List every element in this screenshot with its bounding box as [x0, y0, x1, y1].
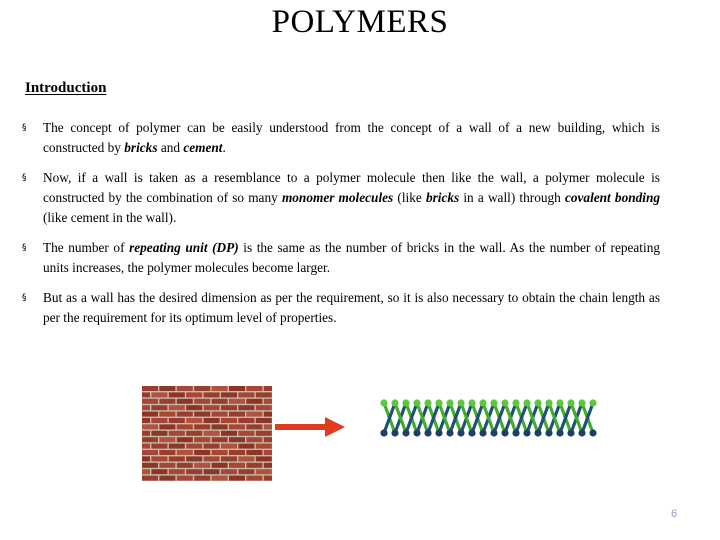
brick — [229, 437, 245, 442]
brick — [177, 399, 193, 404]
brick — [142, 450, 158, 455]
bullet-marker: § — [22, 123, 27, 133]
brick — [151, 405, 167, 410]
brick — [177, 412, 193, 417]
brick — [142, 456, 150, 461]
brick — [256, 431, 272, 436]
brick — [194, 424, 210, 429]
body-text: (like — [393, 190, 426, 205]
bullet-item — [22, 238, 660, 278]
chain-atom — [545, 429, 552, 436]
brick — [186, 431, 202, 436]
arrow-shaft — [275, 424, 327, 430]
brick — [246, 476, 262, 481]
brick — [177, 386, 193, 391]
brick — [151, 444, 167, 449]
brick — [212, 450, 228, 455]
brick — [177, 463, 193, 468]
brick — [151, 456, 167, 461]
brick — [169, 392, 185, 397]
chain-atom — [545, 399, 552, 406]
chain-atom — [380, 429, 387, 436]
brick — [177, 437, 193, 442]
brick — [159, 450, 175, 455]
brick — [229, 424, 245, 429]
chain-atom — [512, 429, 519, 436]
brick — [186, 405, 202, 410]
brick — [169, 431, 185, 436]
brick — [212, 463, 228, 468]
brick — [159, 476, 175, 481]
brick — [221, 469, 237, 474]
brick — [256, 405, 272, 410]
chain-atom — [556, 429, 563, 436]
brick — [142, 424, 158, 429]
chain-atom — [435, 399, 442, 406]
chain-atom — [413, 429, 420, 436]
brick — [169, 444, 185, 449]
brick — [159, 386, 175, 391]
chain-atom — [391, 429, 398, 436]
body-text: But as a wall has the desired dimension as per the requirement, so it is also necessary to obtain the chain length as per the requirement for its optimum level of properties. — [43, 290, 660, 325]
chain-atom — [402, 429, 409, 436]
brick — [246, 386, 262, 391]
page-number: 6 — [670, 508, 678, 520]
brick — [142, 463, 158, 468]
chain-atom — [380, 399, 387, 406]
bullet-marker: § — [22, 293, 27, 303]
chain-atom — [468, 399, 475, 406]
emphasis-text: covalent bonding — [564, 190, 661, 205]
chain-atom — [446, 429, 453, 436]
chain-atom — [402, 399, 409, 406]
brick — [142, 437, 158, 442]
brick — [177, 424, 193, 429]
brick — [264, 463, 272, 468]
brick — [194, 399, 210, 404]
chain-atom — [479, 399, 486, 406]
brick — [159, 424, 175, 429]
chain-atom — [501, 429, 508, 436]
brick — [221, 444, 237, 449]
brick — [256, 392, 272, 397]
brick — [229, 386, 245, 391]
brick — [238, 405, 254, 410]
brick — [221, 418, 237, 423]
chain-atom — [567, 429, 574, 436]
brick — [142, 469, 150, 474]
brick — [186, 392, 202, 397]
chain-atom — [567, 399, 574, 406]
bullet-list — [22, 118, 660, 338]
emphasis-text: bricks — [425, 190, 460, 205]
brick — [204, 469, 220, 474]
brick — [256, 469, 272, 474]
brick — [159, 412, 175, 417]
brick — [238, 418, 254, 423]
brick — [159, 399, 175, 404]
brick — [194, 476, 210, 481]
brick — [238, 431, 254, 436]
chain-atom — [424, 399, 431, 406]
brick — [238, 456, 254, 461]
polymer-chain-image — [380, 395, 598, 441]
brick — [238, 392, 254, 397]
brick — [151, 418, 167, 423]
brick — [229, 450, 245, 455]
brick — [246, 412, 262, 417]
brick — [142, 405, 150, 410]
brick — [159, 437, 175, 442]
brick — [204, 456, 220, 461]
slide-title: POLYMERS — [271, 4, 449, 40]
body-text: in a wall) through — [459, 190, 565, 205]
brick — [142, 418, 150, 423]
brick — [264, 450, 272, 455]
brick — [238, 469, 254, 474]
brick — [159, 463, 175, 468]
brick — [212, 476, 228, 481]
brick — [142, 431, 150, 436]
bullet-item — [22, 118, 660, 158]
brick — [221, 456, 237, 461]
brick — [212, 437, 228, 442]
brick-wall-image — [142, 386, 272, 481]
brick — [186, 469, 202, 474]
brick — [142, 412, 158, 417]
brick — [238, 444, 254, 449]
brick — [246, 437, 262, 442]
brick — [204, 405, 220, 410]
brick — [204, 431, 220, 436]
bullet-marker: § — [22, 173, 27, 183]
brick — [204, 444, 220, 449]
brick — [221, 431, 237, 436]
brick — [246, 463, 262, 468]
brick — [177, 450, 193, 455]
body-text: The number of — [43, 240, 130, 255]
chain-atom — [578, 399, 585, 406]
brick — [194, 463, 210, 468]
brick — [256, 444, 272, 449]
chain-atom — [457, 429, 464, 436]
chain-atom — [589, 399, 596, 406]
brick — [194, 386, 210, 391]
brick — [169, 405, 185, 410]
brick — [221, 392, 237, 397]
body-text: and — [157, 140, 184, 155]
brick — [186, 444, 202, 449]
chain-atom — [479, 429, 486, 436]
emphasis-text: repeating unit (DP) — [129, 240, 239, 255]
right-arrow-icon — [275, 415, 345, 439]
brick — [221, 405, 237, 410]
chain-atom — [424, 429, 431, 436]
brick — [212, 386, 228, 391]
chain-atom — [435, 429, 442, 436]
brick — [204, 392, 220, 397]
brick — [194, 437, 210, 442]
brick — [177, 476, 193, 481]
chain-atom — [490, 399, 497, 406]
body-text: (like cement in the wall). — [43, 210, 177, 225]
brick — [229, 412, 245, 417]
brick — [212, 399, 228, 404]
chain-atom — [534, 399, 541, 406]
brick — [264, 386, 272, 391]
brick — [151, 469, 167, 474]
brick — [194, 412, 210, 417]
chain-atom — [512, 399, 519, 406]
brick — [142, 476, 158, 481]
emphasis-text: bricks — [124, 140, 158, 155]
brick — [229, 463, 245, 468]
brick — [264, 424, 272, 429]
brick — [264, 476, 272, 481]
chain-atom — [589, 429, 596, 436]
brick — [246, 450, 262, 455]
brick — [229, 476, 245, 481]
brick — [142, 386, 158, 391]
chain-atom — [523, 429, 530, 436]
brick — [264, 437, 272, 442]
brick — [246, 424, 262, 429]
brick — [169, 469, 185, 474]
brick — [256, 418, 272, 423]
chain-atom — [413, 399, 420, 406]
section-heading: Introduction — [25, 80, 107, 96]
brick — [186, 456, 202, 461]
brick — [246, 399, 262, 404]
body-text: is the same as the number of bricks in the wall. As the number of repeating units increases, the polymer molecules become larger. — [43, 240, 660, 275]
chain-atom — [468, 429, 475, 436]
brick — [186, 418, 202, 423]
brick — [169, 418, 185, 423]
body-text: . — [222, 140, 226, 155]
bullet-item — [22, 288, 660, 328]
chain-atom — [501, 399, 508, 406]
brick — [229, 399, 245, 404]
emphasis-text: monomer molecules — [281, 190, 394, 205]
chain-atom — [490, 429, 497, 436]
brick — [142, 392, 150, 397]
chain-atom — [523, 399, 530, 406]
arrow-head — [325, 417, 345, 437]
brick — [142, 399, 158, 404]
brick — [142, 444, 150, 449]
chain-atom — [391, 399, 398, 406]
body-text: Now, if a wall is taken as a resemblance to a polymer molecule then like the wall, a polymer molecule is constructed by the combination of so many — [43, 170, 660, 205]
chain-atom — [446, 399, 453, 406]
brick — [256, 456, 272, 461]
chain-atom — [578, 429, 585, 436]
chain-atom — [534, 429, 541, 436]
brick — [264, 412, 272, 417]
body-text: The concept of polymer can be easily understood from the concept of a wall of a new building, which is constructed by — [43, 120, 660, 155]
bullet-marker: § — [22, 243, 27, 253]
bullet-item — [22, 168, 660, 228]
brick — [169, 456, 185, 461]
brick — [212, 412, 228, 417]
brick — [212, 424, 228, 429]
emphasis-text: cement — [183, 140, 223, 155]
chain-atom — [556, 399, 563, 406]
brick — [151, 392, 167, 397]
brick — [151, 431, 167, 436]
brick — [204, 418, 220, 423]
chain-atom — [457, 399, 464, 406]
brick — [264, 399, 272, 404]
brick — [194, 450, 210, 455]
